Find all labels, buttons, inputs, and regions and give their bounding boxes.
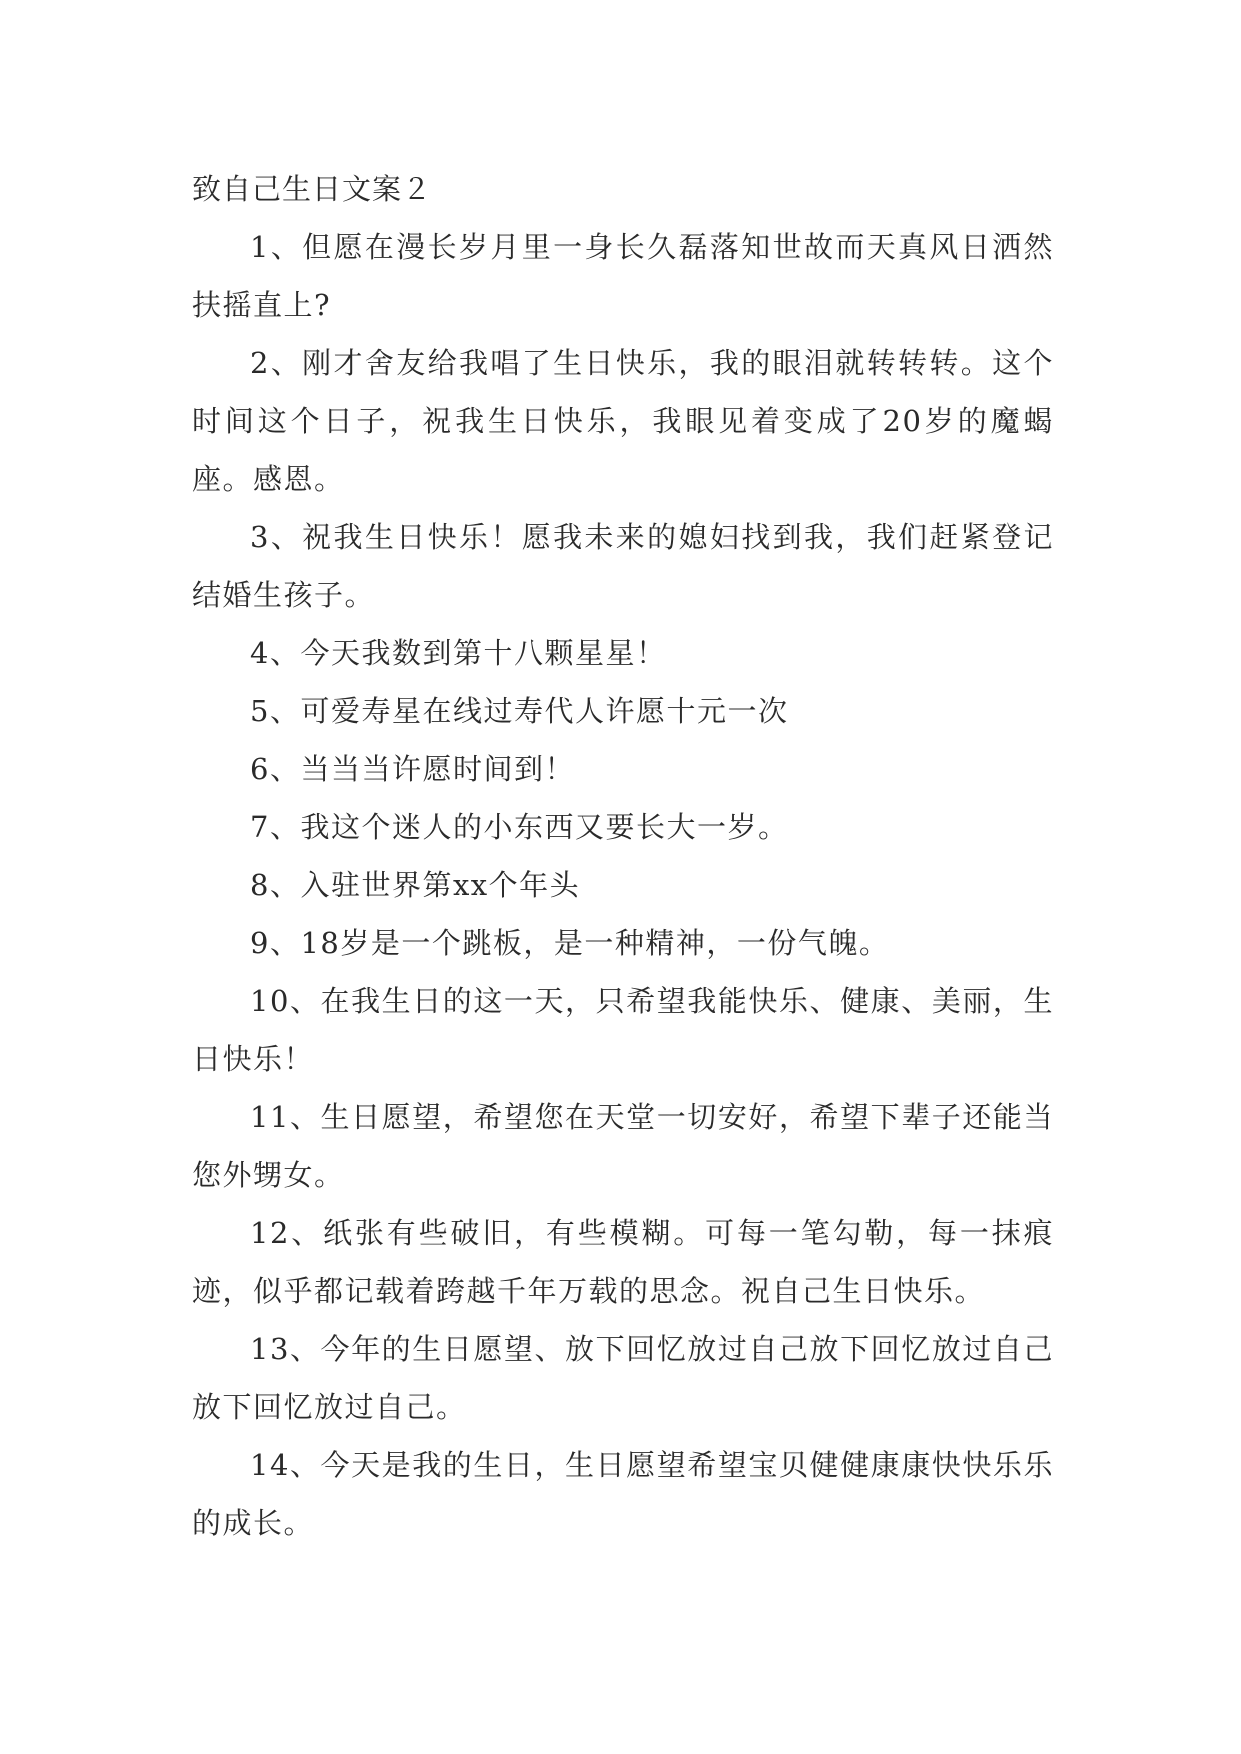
paragraph-9: 9、18岁是一个跳板，是一种精神，一份气魄。 <box>250 926 890 960</box>
paragraph-14: 14、今天是我的生日，生日愿望希望宝贝健健康康快快乐乐的成长。 <box>192 1448 1054 1540</box>
paragraph-4: 4、今天我数到第十八颗星星！ <box>250 636 667 670</box>
paragraph-11: 11、生日愿望，希望您在天堂一切安好，希望下辈子还能当您外甥女。 <box>192 1100 1054 1192</box>
paragraph-8: 8、入驻世界第xx个年头 <box>250 868 581 902</box>
paragraph-1: 1、但愿在漫长岁月里一身长久磊落知世故而天真风日洒然扶摇直上? <box>192 230 1054 322</box>
paragraph-13: 13、今年的生日愿望、放下回忆放过自己放下回忆放过自己放下回忆放过自己。 <box>192 1332 1054 1424</box>
paragraph-10: 10、在我生日的这一天，只希望我能快乐、健康、美丽，生日快乐！ <box>192 984 1054 1076</box>
paragraph-3: 3、祝我生日快乐！愿我未来的媳妇找到我，我们赶紧登记结婚生孩子。 <box>192 520 1054 612</box>
document-title: 致自己生日文案２ <box>192 172 433 206</box>
paragraph-2: 2、刚才舍友给我唱了生日快乐，我的眼泪就转转转。这个时间这个日子，祝我生日快乐，我眼见着变成了20岁的魔蝎座。感恩。 <box>192 346 1054 496</box>
paragraph-12: 12、纸张有些破旧，有些模糊。可每一笔勾勒，每一抹痕迹，似乎都记载着跨越千年万载的思念。祝自己生日快乐。 <box>192 1216 1054 1308</box>
document-body <box>192 160 1054 1552</box>
paragraph-7: 7、我这个迷人的小东西又要长大一岁。 <box>250 810 789 844</box>
paragraph-6: 6、当当当许愿时间到！ <box>250 752 575 786</box>
paragraph-5: 5、可爱寿星在线过寿代人许愿十元一次 <box>250 694 789 728</box>
